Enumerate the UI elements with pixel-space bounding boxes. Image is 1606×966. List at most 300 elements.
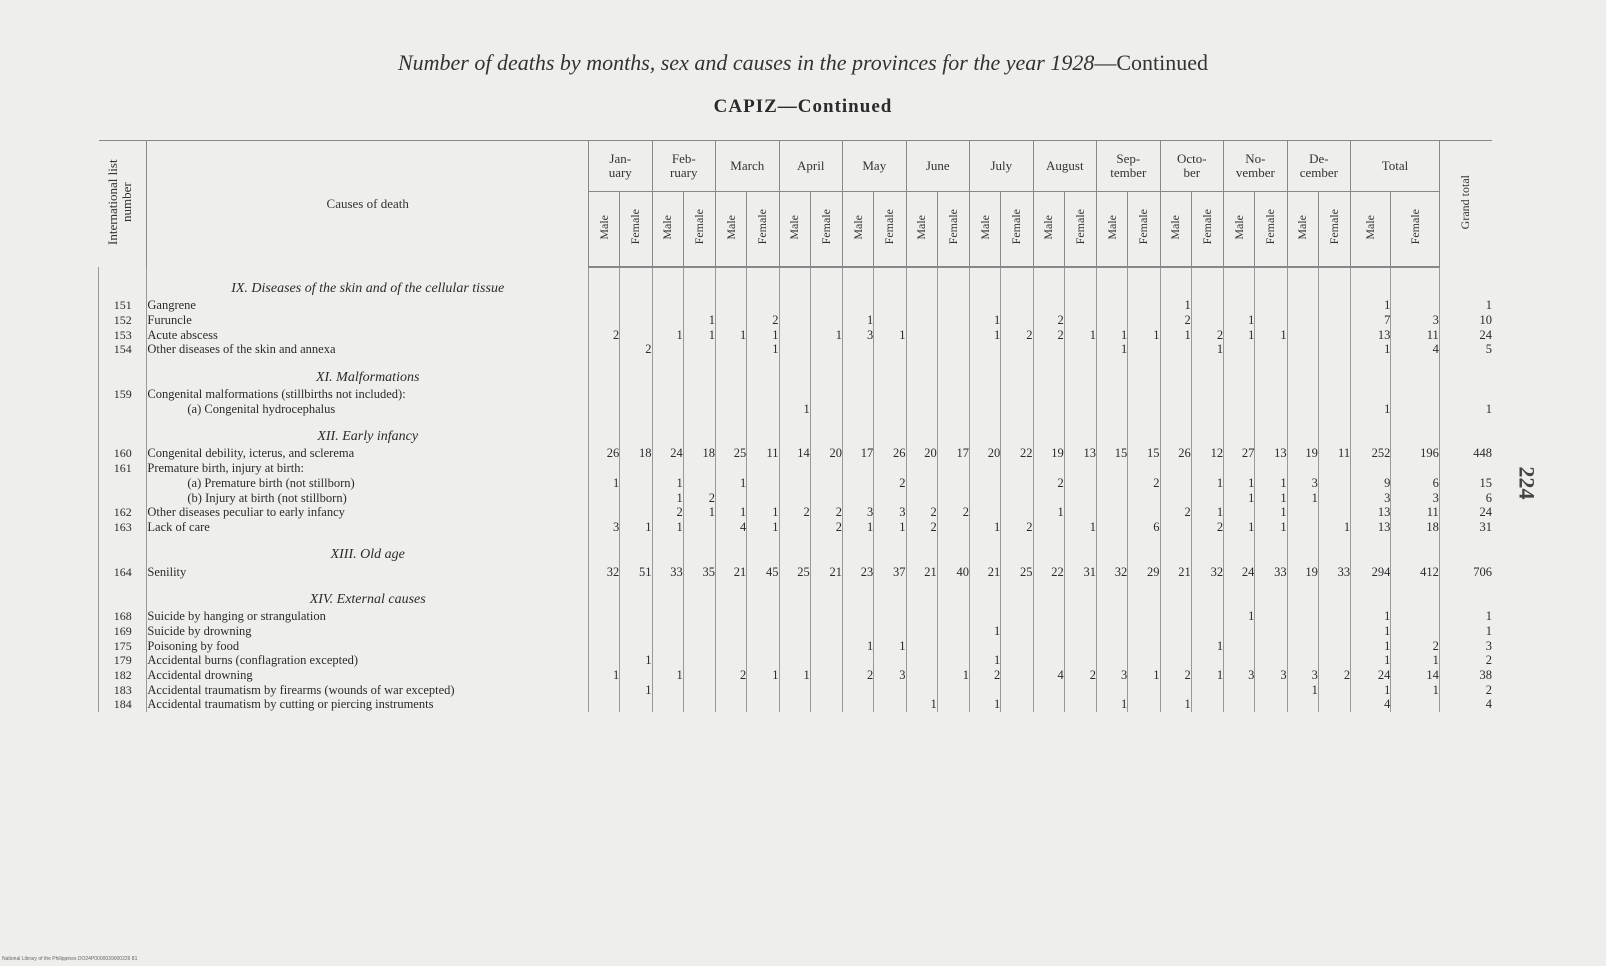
grand-total-cell: 3 (1439, 638, 1492, 653)
count-cell (652, 609, 683, 624)
count-cell (970, 401, 1001, 416)
count-cell (810, 624, 842, 639)
count-cell (589, 609, 620, 624)
empty-cell (779, 267, 810, 298)
grand-total-cell: 15 (1439, 476, 1492, 491)
count-cell (747, 490, 779, 505)
count-cell (747, 476, 779, 491)
total-cell: 1 (1351, 653, 1391, 668)
list-number (99, 476, 147, 491)
table-row (99, 401, 1493, 416)
grand-total-cell: 448 (1439, 446, 1492, 461)
count-cell: 1 (1255, 520, 1287, 535)
empty-cell (716, 416, 747, 446)
count-cell (1287, 342, 1318, 357)
section-row (99, 534, 1493, 564)
count-cell (1097, 682, 1128, 697)
count-cell (937, 653, 969, 668)
total-cell: 1 (1351, 624, 1391, 639)
count-cell: 2 (1033, 313, 1064, 328)
count-cell (810, 387, 842, 402)
empty-cell (1224, 534, 1255, 564)
count-cell (1224, 624, 1255, 639)
count-cell (843, 624, 874, 639)
grand-total-cell: 1 (1439, 609, 1492, 624)
empty-cell (1351, 579, 1391, 609)
total-cell (1391, 298, 1439, 313)
female-header: Female (620, 192, 652, 268)
empty-cell (1097, 267, 1128, 298)
count-cell: 1 (1224, 490, 1255, 505)
count-cell (843, 298, 874, 313)
count-cell (1287, 638, 1318, 653)
count-cell (779, 490, 810, 505)
count-cell: 33 (1255, 564, 1287, 579)
cause-of-death: Gangrene (147, 298, 589, 313)
count-cell (874, 682, 906, 697)
table-row (99, 668, 1493, 683)
count-cell (652, 298, 683, 313)
month-header: Octo- ber (1160, 141, 1224, 192)
count-cell (1255, 624, 1287, 639)
count-cell (589, 638, 620, 653)
count-cell: 2 (589, 327, 620, 342)
count-cell: 2 (906, 520, 937, 535)
empty-cell (1191, 357, 1223, 387)
count-cell: 33 (652, 564, 683, 579)
empty-cell (1318, 534, 1350, 564)
list-number: 169 (99, 624, 147, 639)
count-cell (810, 401, 842, 416)
count-cell: 37 (874, 564, 906, 579)
count-cell (874, 461, 906, 476)
count-cell (1287, 609, 1318, 624)
empty-cell (1318, 357, 1350, 387)
count-cell (779, 638, 810, 653)
count-cell (1191, 697, 1223, 712)
empty-cell (1287, 357, 1318, 387)
count-cell: 4 (716, 520, 747, 535)
empty-cell (589, 357, 620, 387)
count-cell (843, 387, 874, 402)
count-cell (874, 490, 906, 505)
count-cell (589, 490, 620, 505)
empty-cell (683, 416, 715, 446)
count-cell: 26 (1160, 446, 1191, 461)
count-cell: 1 (683, 505, 715, 520)
count-cell: 29 (1128, 564, 1160, 579)
count-cell (1287, 697, 1318, 712)
empty-cell (1439, 416, 1492, 446)
count-cell: 22 (1001, 446, 1033, 461)
total-cell: 3 (1391, 313, 1439, 328)
table-row (99, 520, 1493, 535)
count-cell (1318, 697, 1350, 712)
male-header: Male (1351, 192, 1391, 268)
count-cell (1001, 313, 1033, 328)
count-cell (589, 505, 620, 520)
count-cell (810, 653, 842, 668)
list-number: 184 (99, 697, 147, 712)
table-row (99, 697, 1493, 712)
male-header: Male (970, 192, 1001, 268)
count-cell (1224, 461, 1255, 476)
month-header: De- cember (1287, 141, 1351, 192)
count-cell (1001, 476, 1033, 491)
count-cell (937, 624, 969, 639)
total-cell: 1 (1351, 682, 1391, 697)
table-row (99, 476, 1493, 491)
count-cell (1224, 401, 1255, 416)
count-cell: 2 (810, 505, 842, 520)
count-cell (1033, 638, 1064, 653)
count-cell (589, 313, 620, 328)
total-cell (1391, 401, 1439, 416)
count-cell (1097, 313, 1128, 328)
total-cell: 11 (1391, 505, 1439, 520)
count-cell: 14 (779, 446, 810, 461)
list-number: 161 (99, 461, 147, 476)
empty-cell (1287, 416, 1318, 446)
count-cell (620, 313, 652, 328)
female-header: Female (1001, 192, 1033, 268)
empty-cell (970, 267, 1001, 298)
count-cell: 1 (810, 327, 842, 342)
total-cell: 196 (1391, 446, 1439, 461)
count-cell: 1 (620, 653, 652, 668)
count-cell (589, 298, 620, 313)
male-header: Male (716, 192, 747, 268)
count-cell (1033, 298, 1064, 313)
empty-cell (652, 579, 683, 609)
count-cell: 2 (620, 342, 652, 357)
count-cell (683, 476, 715, 491)
count-cell (1224, 697, 1255, 712)
count-cell (1255, 387, 1287, 402)
count-cell (1318, 490, 1350, 505)
grand-total-cell: 4 (1439, 697, 1492, 712)
cause-of-death: (a) Congenital hydrocephalus (147, 401, 589, 416)
grand-total-cell: 2 (1439, 682, 1492, 697)
count-cell (589, 653, 620, 668)
cause-of-death: Senility (147, 564, 589, 579)
count-cell (1001, 387, 1033, 402)
count-cell (1255, 653, 1287, 668)
section-row (99, 416, 1493, 446)
count-cell: 26 (874, 446, 906, 461)
count-cell (1191, 298, 1223, 313)
count-cell (683, 342, 715, 357)
count-cell: 1 (1097, 697, 1128, 712)
count-cell (620, 668, 652, 683)
count-cell: 1 (1033, 505, 1064, 520)
count-cell: 1 (620, 682, 652, 697)
count-cell: 1 (1255, 505, 1287, 520)
count-cell (1128, 401, 1160, 416)
count-cell (1287, 401, 1318, 416)
count-cell (779, 609, 810, 624)
count-cell: 1 (1318, 520, 1350, 535)
count-cell (1191, 313, 1223, 328)
count-cell (779, 476, 810, 491)
count-cell (1287, 653, 1318, 668)
count-cell (716, 697, 747, 712)
female-header: Female (937, 192, 969, 268)
count-cell (843, 476, 874, 491)
count-cell (779, 327, 810, 342)
count-cell: 1 (683, 327, 715, 342)
empty-cell (1439, 534, 1492, 564)
count-cell (1128, 682, 1160, 697)
section-spacer (99, 579, 147, 609)
total-cell: 13 (1351, 520, 1391, 535)
empty-cell (1160, 534, 1191, 564)
count-cell: 24 (1224, 564, 1255, 579)
total-cell: 13 (1351, 505, 1391, 520)
male-header: Male (1287, 192, 1318, 268)
count-cell: 3 (1255, 668, 1287, 683)
male-header: Male (906, 192, 937, 268)
count-cell (1064, 387, 1096, 402)
empty-cell (1160, 267, 1191, 298)
cause-of-death: Other diseases peculiar to early infancy (147, 505, 589, 520)
empty-cell (1064, 357, 1096, 387)
count-cell (843, 697, 874, 712)
count-cell (716, 609, 747, 624)
count-cell (810, 342, 842, 357)
empty-cell (810, 534, 842, 564)
count-cell (843, 682, 874, 697)
total-cell: 13 (1351, 327, 1391, 342)
grand-total-header: Grand total (1439, 141, 1492, 268)
female-header: Female (1128, 192, 1160, 268)
section-row (99, 357, 1493, 387)
table-row (99, 298, 1493, 313)
count-cell (620, 638, 652, 653)
male-header: Male (1033, 192, 1064, 268)
count-cell: 2 (874, 476, 906, 491)
count-cell: 35 (683, 564, 715, 579)
count-cell (1255, 313, 1287, 328)
count-cell: 1 (1191, 476, 1223, 491)
empty-cell (1224, 267, 1255, 298)
empty-cell (906, 357, 937, 387)
count-cell: 1 (874, 520, 906, 535)
month-header: Feb- ruary (652, 141, 716, 192)
total-cell: 9 (1351, 476, 1391, 491)
cause-of-death: Suicide by drowning (147, 624, 589, 639)
empty-cell (810, 357, 842, 387)
empty-cell (1064, 267, 1096, 298)
count-cell (589, 387, 620, 402)
count-cell: 1 (843, 520, 874, 535)
count-cell (843, 490, 874, 505)
female-header: Female (747, 192, 779, 268)
total-cell: 1 (1391, 682, 1439, 697)
count-cell (937, 682, 969, 697)
count-cell (1318, 653, 1350, 668)
count-cell: 2 (683, 490, 715, 505)
count-cell (1160, 653, 1191, 668)
count-cell (1064, 697, 1096, 712)
count-cell: 1 (1191, 638, 1223, 653)
count-cell (1001, 697, 1033, 712)
empty-cell (1287, 267, 1318, 298)
count-cell (1160, 401, 1191, 416)
empty-cell (906, 267, 937, 298)
count-cell: 2 (1191, 327, 1223, 342)
empty-cell (1097, 534, 1128, 564)
count-cell (716, 624, 747, 639)
count-cell: 1 (970, 520, 1001, 535)
count-cell (683, 387, 715, 402)
count-cell (747, 387, 779, 402)
table-row (99, 609, 1493, 624)
count-cell (1318, 401, 1350, 416)
empty-cell (843, 416, 874, 446)
month-header: May (843, 141, 907, 192)
count-cell (779, 387, 810, 402)
empty-cell (747, 267, 779, 298)
count-cell (1160, 682, 1191, 697)
count-cell: 2 (1160, 313, 1191, 328)
count-cell (810, 668, 842, 683)
count-cell: 1 (620, 520, 652, 535)
empty-cell (747, 357, 779, 387)
list-number: 153 (99, 327, 147, 342)
count-cell (779, 520, 810, 535)
count-cell (1255, 682, 1287, 697)
count-cell: 13 (1255, 446, 1287, 461)
female-header: Female (1064, 192, 1096, 268)
empty-cell (1391, 534, 1439, 564)
empty-cell (1160, 579, 1191, 609)
count-cell: 1 (683, 313, 715, 328)
section-spacer (99, 416, 147, 446)
count-cell: 1 (652, 490, 683, 505)
count-cell (970, 490, 1001, 505)
count-cell: 1 (970, 653, 1001, 668)
count-cell (620, 401, 652, 416)
table-row (99, 564, 1493, 579)
count-cell: 1 (1255, 490, 1287, 505)
cause-of-death: Accidental traumatism by cutting or piercing instruments (147, 697, 589, 712)
empty-cell (620, 579, 652, 609)
empty-cell (843, 357, 874, 387)
count-cell (716, 342, 747, 357)
total-cell: 1 (1351, 298, 1391, 313)
count-cell: 20 (810, 446, 842, 461)
count-cell: 1 (652, 327, 683, 342)
province-subtitle: CAPIZ—Continued (713, 96, 893, 117)
count-cell: 1 (589, 668, 620, 683)
list-number: 179 (99, 653, 147, 668)
empty-cell (1064, 579, 1096, 609)
count-cell: 20 (970, 446, 1001, 461)
total-cell (1351, 461, 1391, 476)
count-cell: 1 (652, 668, 683, 683)
count-cell: 21 (970, 564, 1001, 579)
count-cell: 1 (652, 520, 683, 535)
count-cell: 2 (970, 668, 1001, 683)
empty-cell (652, 267, 683, 298)
count-cell: 1 (747, 668, 779, 683)
count-cell (620, 505, 652, 520)
count-cell (810, 298, 842, 313)
count-cell (1033, 520, 1064, 535)
count-cell (906, 476, 937, 491)
count-cell (843, 461, 874, 476)
count-cell (1064, 461, 1096, 476)
count-cell (1033, 609, 1064, 624)
month-header: March (716, 141, 780, 192)
count-cell (1128, 490, 1160, 505)
list-number: 183 (99, 682, 147, 697)
count-cell (589, 697, 620, 712)
count-cell (1097, 505, 1128, 520)
empty-cell (970, 416, 1001, 446)
count-cell (1128, 342, 1160, 357)
empty-cell (1391, 267, 1439, 298)
count-cell (683, 682, 715, 697)
grand-total-cell: 1 (1439, 298, 1492, 313)
count-cell: 3 (1287, 476, 1318, 491)
count-cell (874, 313, 906, 328)
empty-cell (1318, 267, 1350, 298)
count-cell (1064, 298, 1096, 313)
count-cell: 2 (652, 505, 683, 520)
count-cell (620, 387, 652, 402)
count-cell (1001, 668, 1033, 683)
count-cell (1064, 490, 1096, 505)
empty-cell (747, 579, 779, 609)
count-cell (716, 682, 747, 697)
cause-header: Causes of death (147, 141, 589, 268)
empty-cell (1439, 357, 1492, 387)
list-number: 175 (99, 638, 147, 653)
table-row (99, 327, 1493, 342)
count-cell (906, 609, 937, 624)
count-cell (589, 682, 620, 697)
total-cell: 412 (1391, 564, 1439, 579)
count-cell (1160, 490, 1191, 505)
month-header: Total (1351, 141, 1440, 192)
empty-cell (1001, 416, 1033, 446)
empty-cell (1160, 357, 1191, 387)
footer-tag: National Library of the Philippines DO24P0000039000226 81 (2, 956, 138, 962)
count-cell (937, 609, 969, 624)
count-cell (1064, 505, 1096, 520)
count-cell: 32 (1097, 564, 1128, 579)
count-cell (589, 624, 620, 639)
count-cell (779, 342, 810, 357)
empty-cell (1224, 579, 1255, 609)
cause-of-death: Acute abscess (147, 327, 589, 342)
count-cell: 1 (970, 624, 1001, 639)
empty-cell (747, 416, 779, 446)
count-cell: 2 (716, 668, 747, 683)
count-cell (683, 653, 715, 668)
total-cell: 6 (1391, 476, 1439, 491)
male-header: Male (1224, 192, 1255, 268)
male-header: Male (589, 192, 620, 268)
count-cell: 1 (1255, 327, 1287, 342)
count-cell: 33 (1318, 564, 1350, 579)
count-cell (810, 609, 842, 624)
count-cell (620, 697, 652, 712)
empty-cell (1351, 267, 1391, 298)
count-cell (970, 387, 1001, 402)
